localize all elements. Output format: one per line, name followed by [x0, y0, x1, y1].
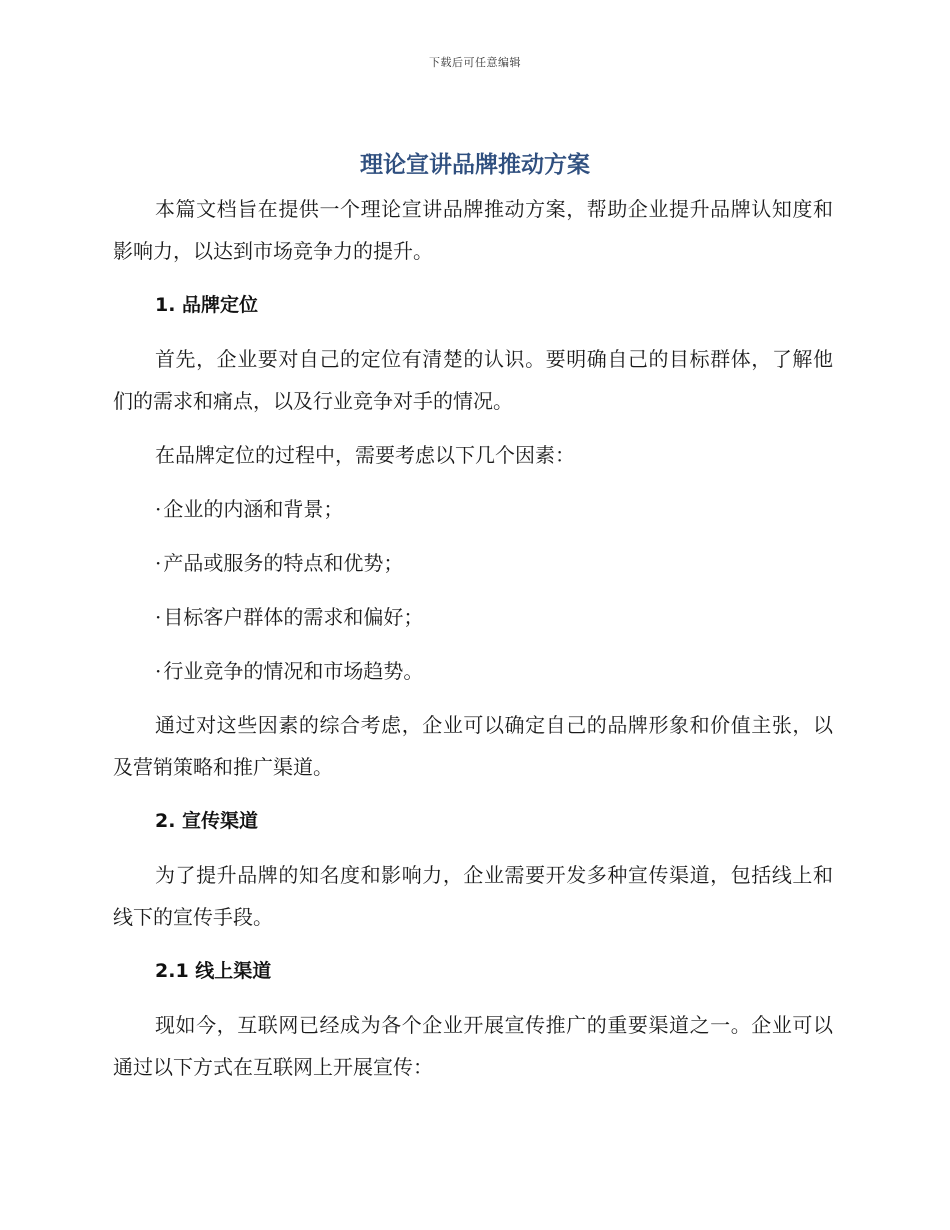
intro-paragraph: 本篇文档旨在提供一个理论宣讲品牌推动方案，帮助企业提升品牌认知度和影响力，以达到市场竞争力的提升。	[113, 197, 833, 263]
list-item-text: 产品或服务的特点和优势；	[163, 551, 404, 575]
paragraph: 在品牌定位的过程中，需要考虑以下几个因素：	[155, 443, 575, 467]
section-heading-promotion-channels: 2. 宣传渠道	[155, 810, 259, 832]
list-item-text: 行业竞争的情况和市场趋势。	[163, 659, 424, 683]
list-item	[113, 488, 833, 530]
list-item	[113, 542, 833, 584]
paragraph: 通过对这些因素的综合考虑，企业可以确定自己的品牌形象和价值主张，以及营销策略和推广渠道。	[113, 713, 833, 779]
bullet-dot: ·	[155, 497, 162, 521]
list-item	[113, 650, 833, 692]
document-body	[113, 188, 833, 1100]
paragraph: 首先，企业要对自己的定位有清楚的认识。要明确自己的目标群体，了解他们的需求和痛点，以及行业竞争对手的情况。	[113, 347, 833, 413]
bullet-dot: ·	[155, 659, 162, 683]
bullet-dot: ·	[155, 605, 162, 629]
paragraph: 现如今，互联网已经成为各个企业开展宣传推广的重要渠道之一。企业可以通过以下方式在互联网上开展宣传：	[113, 1013, 833, 1079]
page-header-note: 下载后可任意编辑	[429, 56, 521, 69]
bullet-dot: ·	[155, 551, 162, 575]
list-item-text: 企业的内涵和背景；	[163, 497, 344, 521]
section-heading-brand-positioning: 1. 品牌定位	[155, 294, 259, 316]
list-item-text: 目标客户群体的需求和偏好；	[163, 605, 424, 629]
list-item	[113, 596, 833, 638]
paragraph: 为了提升品牌的知名度和影响力，企业需要开发多种宣传渠道，包括线上和线下的宣传手段。	[113, 863, 833, 929]
document-title: 理论宣讲品牌推动方案	[360, 152, 590, 178]
subsection-heading-online-channels: 2.1 线上渠道	[155, 960, 272, 982]
